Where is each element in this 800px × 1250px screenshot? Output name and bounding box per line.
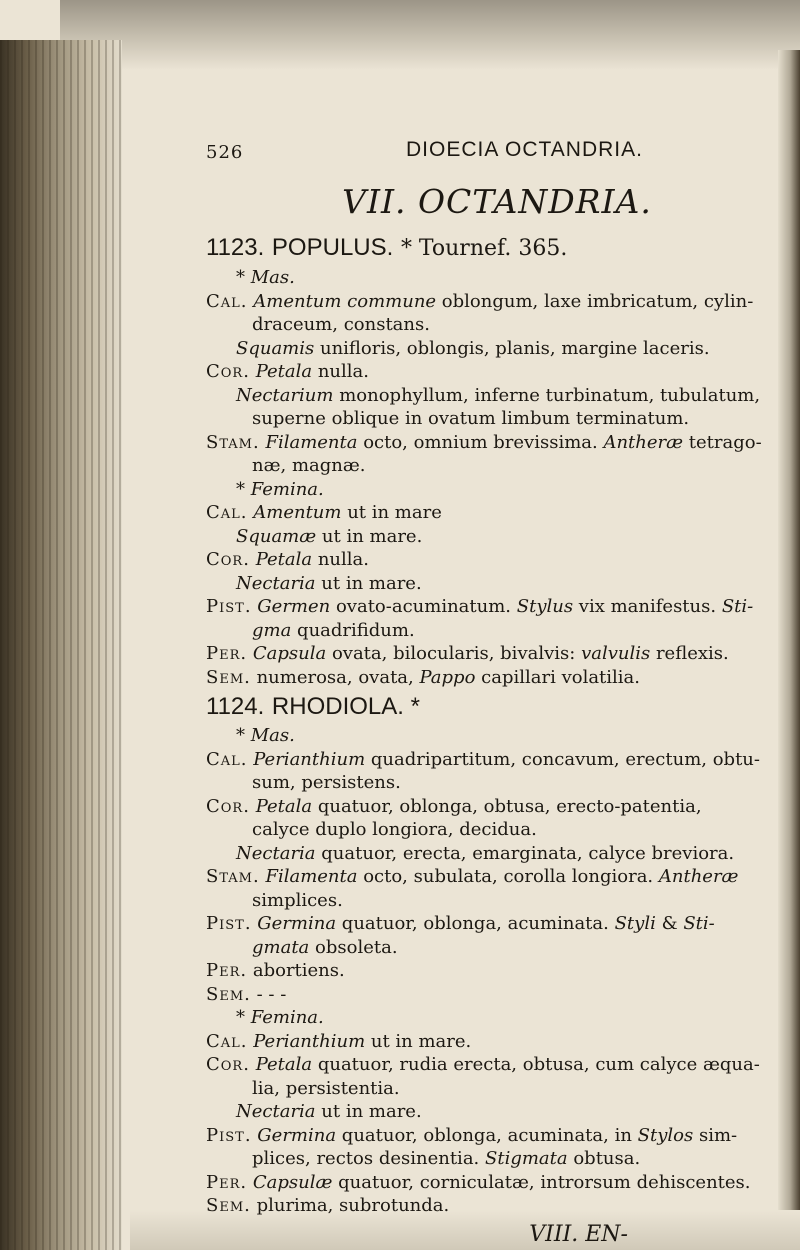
text-run: monophyllum, inferne turbinatum, tubulatum, bbox=[333, 384, 761, 406]
text-run: - - - bbox=[250, 983, 287, 1005]
text-run: ut in mare. bbox=[315, 572, 422, 594]
text-run: ovata, bilocularis, bivalvis: bbox=[326, 643, 582, 664]
running-head: DIOECIA OCTANDRIA. bbox=[406, 138, 643, 161]
italic-term: Styli bbox=[614, 913, 656, 934]
italic-term: gmata bbox=[252, 936, 310, 958]
italic-term: Antheræ bbox=[658, 866, 739, 887]
italic-term: Perianthium bbox=[253, 1030, 366, 1052]
organ-label: Sem. bbox=[206, 666, 251, 688]
text-run: quatuor, erecta, emarginata, calyce breviora. bbox=[315, 842, 735, 864]
organ-label: Stam. bbox=[206, 866, 260, 887]
text-line bbox=[206, 642, 778, 666]
top-page-edge bbox=[60, 0, 800, 70]
italic-term: * Femina. bbox=[236, 478, 324, 500]
genus-name: POPULUS. bbox=[271, 234, 394, 261]
italic-term: Sti- bbox=[721, 596, 754, 617]
organ-label: Pist. bbox=[206, 913, 252, 934]
text-line bbox=[206, 572, 778, 596]
organ-label: Cor. bbox=[206, 795, 250, 817]
italic-term: Petala bbox=[255, 549, 313, 570]
text-run: quatuor, oblonga, acuminata. bbox=[336, 913, 615, 934]
text-run: numerosa, ovata, bbox=[250, 666, 420, 688]
italic-term: Nectarium bbox=[236, 384, 334, 406]
text-run: capillari volatilia. bbox=[475, 666, 641, 688]
printed-page bbox=[206, 132, 778, 1247]
text-run: quatuor, corniculatæ, introrsum dehiscentes. bbox=[332, 1171, 751, 1193]
text-run: octo, subulata, corolla longiora. bbox=[357, 866, 659, 887]
text-line bbox=[206, 525, 778, 549]
text-line bbox=[206, 384, 778, 408]
text-line bbox=[206, 889, 778, 913]
italic-term: Stylus bbox=[516, 596, 574, 617]
organ-label: Cal. bbox=[206, 748, 248, 770]
page-number: 526 bbox=[206, 142, 244, 163]
text-run: sum, persistens. bbox=[252, 772, 401, 793]
text-line bbox=[206, 936, 778, 960]
text-run: draceum, constans. bbox=[252, 314, 430, 335]
text-line bbox=[206, 912, 778, 936]
text-run: octo, omnium brevissima. bbox=[357, 431, 604, 453]
text-line bbox=[206, 595, 778, 619]
text-run: ut in mare bbox=[341, 502, 442, 523]
text-line bbox=[206, 454, 778, 478]
italic-term: Petala bbox=[255, 795, 313, 817]
italic-term: Filamenta bbox=[265, 866, 358, 887]
text-run: obsoleta. bbox=[309, 936, 398, 958]
organ-label: Per. bbox=[206, 643, 248, 664]
organ-label: Sem. bbox=[206, 983, 251, 1005]
italic-term: Amentum commune bbox=[253, 290, 437, 312]
text-line bbox=[206, 619, 778, 643]
italic-term: Stigmata bbox=[485, 1148, 568, 1169]
text-line bbox=[206, 1171, 778, 1195]
text-run: plices, rectos desinentia. bbox=[252, 1148, 485, 1169]
section-title: VII. OCTANDRIA. bbox=[342, 182, 652, 221]
text-run: nulla. bbox=[312, 549, 369, 570]
text-line bbox=[206, 337, 778, 361]
text-line bbox=[206, 748, 778, 772]
text-line bbox=[206, 548, 778, 572]
italic-term: Petala bbox=[255, 361, 313, 382]
text-line bbox=[206, 266, 778, 290]
text-run: ut in mare. bbox=[316, 525, 423, 547]
page-body bbox=[206, 230, 778, 1247]
text-run: quadripartitum, concavum, erectum, obtu- bbox=[365, 748, 760, 770]
text-line bbox=[206, 1053, 778, 1077]
organ-label: Pist. bbox=[206, 596, 252, 617]
text-line bbox=[206, 1147, 778, 1171]
organ-label: Cor. bbox=[206, 1054, 250, 1075]
text-run: ovato-acuminatum. bbox=[330, 596, 517, 617]
text-run: obtusa. bbox=[567, 1148, 641, 1169]
text-line bbox=[206, 865, 778, 889]
italic-term: Germina bbox=[257, 1124, 337, 1146]
organ-label: Cor. bbox=[206, 361, 250, 382]
italic-term: * Femina. bbox=[236, 1007, 324, 1028]
italic-term: Antheræ bbox=[603, 431, 684, 453]
text-line bbox=[206, 1124, 778, 1148]
text-run: quatuor, rudia erecta, obtusa, cum calyce æqua- bbox=[312, 1054, 760, 1075]
italic-term: Nectaria bbox=[236, 1101, 316, 1122]
organ-label: Cor. bbox=[206, 549, 250, 570]
right-page-edge bbox=[778, 50, 800, 1250]
text-line bbox=[206, 501, 778, 525]
text-line bbox=[206, 795, 778, 819]
text-run: abortiens. bbox=[247, 960, 345, 981]
italic-term: Capsula bbox=[252, 643, 327, 664]
organ-label: Cal. bbox=[206, 502, 248, 523]
text-run: vix manifestus. bbox=[573, 596, 722, 617]
text-run: quatuor, oblonga, obtusa, erecto-patentia, bbox=[312, 795, 702, 817]
genus-number: 1123. bbox=[206, 234, 265, 261]
text-run: oblongum, laxe imbricatum, cylin- bbox=[436, 290, 754, 312]
text-run: & bbox=[655, 913, 684, 934]
text-line bbox=[206, 290, 778, 314]
italic-term: Squamæ bbox=[236, 525, 317, 547]
italic-term: Germen bbox=[257, 596, 331, 617]
genus-name: RHODIOLA. * bbox=[271, 693, 420, 720]
book-spine-binding bbox=[0, 40, 122, 1250]
text-run: sim- bbox=[693, 1124, 738, 1146]
text-line bbox=[206, 1030, 778, 1054]
text-run: reflexis. bbox=[650, 643, 729, 664]
text-run: ut in mare. bbox=[315, 1101, 422, 1122]
text-run: superne oblique in ovatum limbum terminatum. bbox=[252, 408, 690, 429]
text-line bbox=[206, 407, 778, 431]
italic-term: Stylos bbox=[637, 1124, 694, 1146]
organ-label: Sem. bbox=[206, 1195, 251, 1216]
italic-term: Petala bbox=[255, 1054, 313, 1075]
genus-number: 1124. bbox=[206, 693, 265, 720]
text-line bbox=[206, 1077, 778, 1101]
text-line bbox=[206, 818, 778, 842]
organ-label: Cal. bbox=[206, 290, 248, 312]
organ-label: Per. bbox=[206, 1171, 248, 1193]
text-run: simplices. bbox=[252, 889, 343, 911]
text-run: unifloris, oblongis, planis, margine laceris. bbox=[314, 337, 710, 359]
genus-heading bbox=[206, 689, 778, 724]
genus-reference: * Tournef. 365. bbox=[400, 236, 568, 261]
text-run: næ, magnæ. bbox=[252, 455, 366, 476]
text-line bbox=[206, 1006, 778, 1030]
text-line bbox=[206, 313, 778, 337]
text-run: calyce duplo longiora, decidua. bbox=[252, 819, 537, 840]
text-run: quadrifidum. bbox=[291, 619, 415, 641]
text-line bbox=[206, 478, 778, 502]
text-line bbox=[206, 771, 778, 795]
text-run: quatuor, oblonga, acuminata, in bbox=[336, 1124, 638, 1146]
text-run: nulla. bbox=[312, 361, 369, 382]
italic-term: Capsulæ bbox=[252, 1171, 333, 1193]
organ-label: Stam. bbox=[206, 431, 260, 453]
italic-term: Amentum bbox=[253, 502, 342, 523]
italic-term: Nectaria bbox=[236, 572, 316, 594]
italic-term: Perianthium bbox=[253, 748, 366, 770]
text-line bbox=[206, 1194, 778, 1218]
text-line bbox=[206, 842, 778, 866]
italic-term: Pappo bbox=[419, 666, 476, 688]
text-line bbox=[206, 431, 778, 455]
page-header bbox=[206, 132, 778, 172]
italic-term: Germina bbox=[257, 913, 337, 934]
text-line bbox=[206, 360, 778, 384]
italic-term: valvulis bbox=[581, 643, 651, 664]
organ-label: Per. bbox=[206, 960, 248, 981]
text-line bbox=[206, 959, 778, 983]
italic-term: Filamenta bbox=[265, 431, 358, 453]
italic-term: * Mas. bbox=[236, 725, 295, 746]
text-run: tetrago- bbox=[683, 431, 762, 453]
organ-label: Cal. bbox=[206, 1030, 248, 1052]
text-line bbox=[206, 666, 778, 690]
italic-term: Squamis bbox=[236, 337, 315, 359]
text-line bbox=[206, 983, 778, 1007]
organ-label: Pist. bbox=[206, 1124, 252, 1146]
catchword: VIII. EN- bbox=[529, 1221, 628, 1247]
text-line bbox=[206, 724, 778, 748]
italic-term: gma bbox=[252, 619, 292, 641]
text-run: ut in mare. bbox=[365, 1030, 472, 1052]
text-run: lia, persistentia. bbox=[252, 1077, 400, 1099]
italic-term: * Mas. bbox=[236, 267, 295, 288]
italic-term: Nectaria bbox=[236, 842, 316, 864]
text-line bbox=[206, 1100, 778, 1124]
text-run: plurima, subrotunda. bbox=[250, 1195, 450, 1216]
italic-term: Sti- bbox=[683, 913, 715, 934]
genus-heading bbox=[206, 230, 778, 266]
